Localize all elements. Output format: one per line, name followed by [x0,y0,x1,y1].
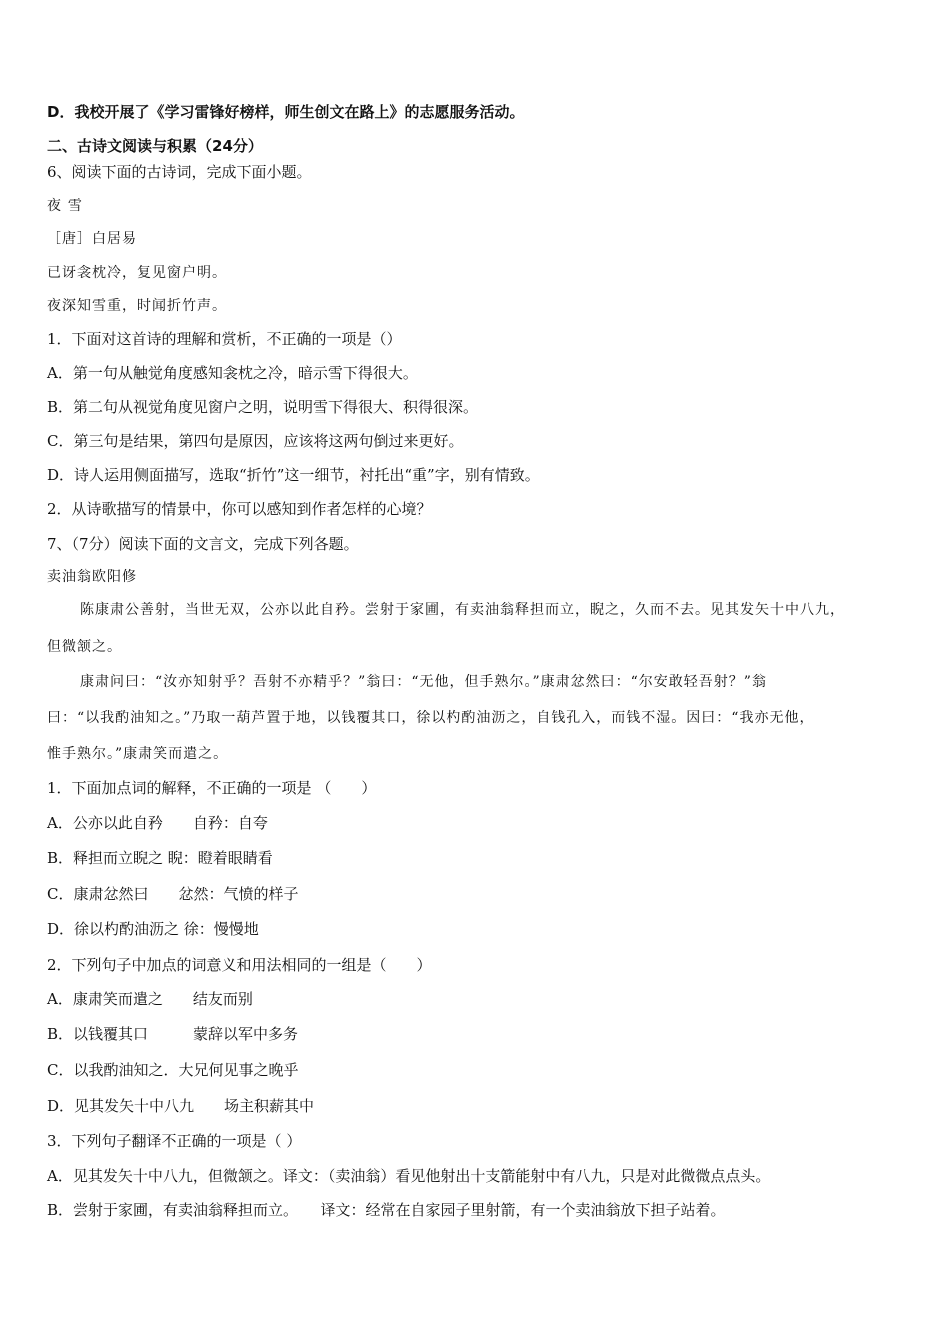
passage-p1-line2: 但微颔之。 [47,639,122,655]
poem-line-1: 已讶衾枕冷，复见窗户明。 [47,265,227,281]
poem-line-2: 夜深知雪重，时闻折竹声。 [47,298,227,314]
passage-p1-line1: 陈康肃公善射，当世无双，公亦以此自矜。尝射于家圃，有卖油翁释担而立，睨之，久而不去。见其发矢十中八九， [80,602,845,618]
option-d-statement: D．我校开展了《学习雷锋好榜样，师生创文在路上》的志愿服务活动。 [47,103,525,121]
q7-2-option-d: D．见其发矢十中八九 场主积薪其中 [47,1097,315,1115]
passage-title: 卖油翁欧阳修 [47,569,137,585]
section-heading: 二、古诗文阅读与积累（24分） [47,137,263,155]
q7-1-option-c: C．康肃忿然曰 忿然：气愤的样子 [47,885,299,903]
q7-1-option-d: D．徐以杓酌油沥之 徐：慢慢地 [47,920,259,938]
passage-p2-line3: 惟手熟尔。”康肃笑而遣之。 [47,746,229,762]
passage-p2-line1: 康肃问曰：“汝亦知射乎？吾射不亦精乎？”翁曰：“无他，但手熟尔。”康肃忿然曰：“尔安敢轻吾射？”翁 [80,674,767,690]
question-6-1: 1．下面对这首诗的理解和赏析，不正确的一项是（） [47,330,402,348]
q7-2-option-c: C．以我酌油知之．大兄何见事之晚乎 [47,1061,299,1079]
question-7-1: 1．下面加点词的解释，不正确的一项是 （ ） [47,779,377,797]
q7-1-option-a: A．公亦以此自矜 自矜：自夸 [47,814,268,832]
option-d: D．诗人运用侧面描写，选取“折竹”这一细节，衬托出“重”字，别有情致。 [47,466,540,484]
poem-title: 夜 雪 [47,198,84,214]
q7-2-option-a: A．康肃笑而遣之 结友而别 [47,990,253,1008]
question-6: 6、阅读下面的古诗词，完成下面小题。 [47,163,312,181]
passage-p2-line2: 曰：“以我酌油知之。”乃取一葫芦置于地，以钱覆其口，徐以杓酌油沥之，自钱孔入，而钱不湿。因曰：“我亦无他， [47,710,815,726]
q7-3-option-b: B．尝射于家圃，有卖油翁释担而立。 译文：经常在自家园子里射箭，有一个卖油翁放下担子站着。 [47,1201,726,1219]
question-7-2: 2．下列句子中加点的词意义和用法相同的一组是（ ） [47,956,432,974]
poem-author: ［唐］白居易 [47,231,137,247]
option-a: A．第一句从触觉角度感知衾枕之冷，暗示雪下得很大。 [47,364,418,382]
question-7-3: 3．下列句子翻译不正确的一项是（ ） [47,1132,302,1150]
question-6-2: 2．从诗歌描写的情景中，你可以感知到作者怎样的心境？ [47,500,432,518]
q7-2-option-b: B．以钱覆其口 蒙辞以军中多务 [47,1025,299,1043]
option-c: C．第三句是结果，第四句是原因，应该将这两句倒过来更好。 [47,432,464,450]
question-7: 7、（7分）阅读下面的文言文，完成下列各题。 [47,535,359,553]
option-b: B．第二句从视觉角度见窗户之明，说明雪下得很大、积得很深。 [47,398,479,416]
q7-1-option-b: B．释担而立睨之 睨：瞪着眼睛看 [47,849,273,867]
q7-3-option-a: A．见其发矢十中八九，但微颔之。译文：（卖油翁）看见他射出十支箭能射中有八九，只是对此微微点点头。 [47,1167,771,1185]
